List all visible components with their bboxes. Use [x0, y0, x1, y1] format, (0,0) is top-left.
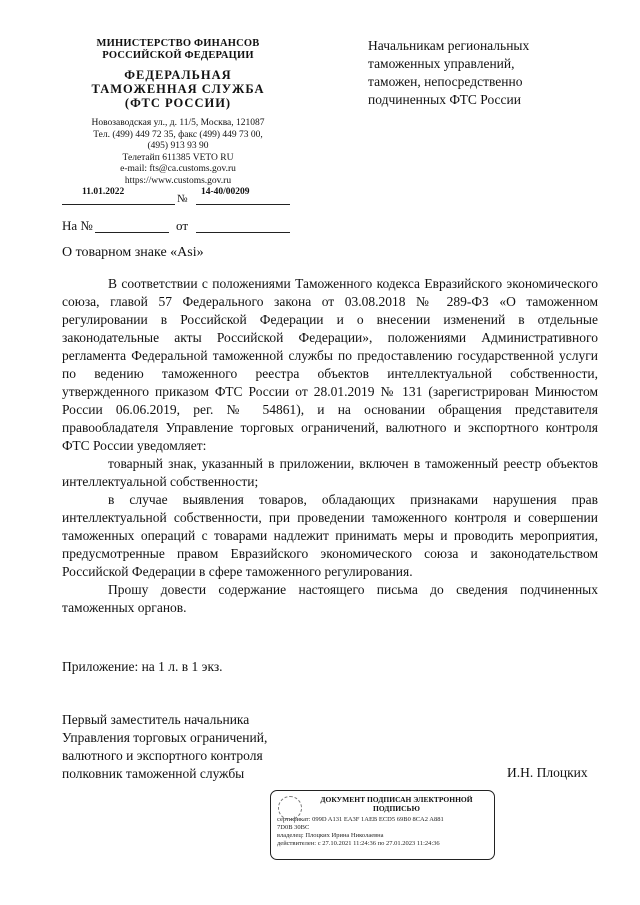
addressee: Начальникам региональных таможенных управлений, таможен, непосредственно подчиненных ФТС России	[368, 38, 530, 107]
date-rule	[62, 204, 175, 205]
reference-number-rule	[95, 232, 169, 233]
body-paragraph: товарный знак, указанный в приложении, включен в таможенный реестр объектов интеллектуальной собственности;	[62, 456, 598, 489]
stamp-title: ДОКУМЕНТ ПОДПИСАН ЭЛЕКТРОННОЙ ПОДПИСЬЮ	[320, 795, 473, 813]
address-line: Новозаводская ул., д. 11/5, Москва, 121087	[91, 118, 265, 128]
body-paragraph: Прошу довести содержание настоящего письма до сведения подчиненных таможенных органов.	[62, 582, 598, 615]
signer-title: Первый заместитель начальника Управления торговых ограничений, валютного и экспортного контроля полковник таможенной службы	[62, 712, 268, 781]
document-date: 11.01.2022	[82, 187, 125, 197]
ministry-name: МИНИСТЕРСТВО ФИНАНСОВ РОССИЙСКОЙ ФЕДЕРАЦИИ	[96, 38, 260, 61]
emblem-icon	[278, 796, 302, 820]
service-name: ФЕДЕРАЛЬНАЯ ТАМОЖЕННАЯ СЛУЖБА (ФТС РОССИИ)	[91, 68, 265, 110]
email-line: e-mail: fts@ca.customs.gov.ru	[120, 164, 236, 174]
reference-label: На №	[62, 218, 93, 233]
letterhead	[58, 38, 298, 187]
teletype-line: Телетайп 611385 VETO RU	[122, 152, 234, 163]
body-paragraph: в случае выявления товаров, обладающих признаками нарушения прав интеллектуальной собственности, при проведении таможенного контроля и совершении таможенных операций с товарами надлежит принимать меры и проводить мероприятия, предусмотренные правом Евразийского экономического союза и законодательством Российской Федерации в сфере таможенного регулирования.	[62, 492, 598, 579]
number-rule	[196, 204, 290, 205]
reference-date-rule	[196, 232, 290, 233]
validity-line: действителен: с 27.10.2021 11:24:36 по 27.01.2023 11:24:36	[277, 840, 440, 847]
phone-line-2: (495) 913 93 90	[147, 141, 209, 151]
certificate-line: сертификат: 099D A131 EA3F 1AEB ECD5 69B0 8CA2 A881	[277, 816, 444, 823]
owner-line: владелец: Плоцких Ирина Николаевна	[277, 832, 384, 839]
letter-body	[62, 275, 598, 617]
phone-line: Тел. (499) 449 72 35, факс (499) 449 73 00,	[93, 129, 263, 140]
contact-details	[58, 118, 298, 187]
electronic-signature-stamp	[270, 790, 495, 860]
signer-name: И.Н. Плоцких	[507, 765, 588, 780]
website-line: https://www.customs.gov.ru	[124, 175, 232, 186]
attachment-note: Приложение: на 1 л. в 1 экз.	[62, 659, 223, 674]
stamp-details	[277, 816, 488, 848]
document-number: 14-40/00209	[201, 187, 250, 197]
number-label: №	[177, 193, 188, 205]
letter-subject: О товарном знаке «Asi»	[62, 245, 204, 260]
certificate-line-2: 7D0B 30BC	[277, 824, 310, 831]
reference-from-label: от	[176, 218, 189, 233]
body-paragraph: В соответствии с положениями Таможенного кодекса Евразийского экономического союза, главой 57 Федерального закона от 03.08.2018 № 289-ФЗ «О таможенном регулировании в Российской Федерации и о внесении изменений в отдельные законодательные акты Российской Федерации», положениями Административного регламента Федеральной таможенной службы по предоставлению государственной услуги по ведению таможенного реестра объектов интеллектуальной собственности, утвержденного приказом ФТС России от 28.01.2019 № 131 (зарегистрирован Минюстом России 06.06.2019, рег. № 54861), и на основании обращения представителя правообладателя Управление торговых ограничений, валютного и экспортного контроля ФТС России уведомляет:	[62, 276, 598, 453]
